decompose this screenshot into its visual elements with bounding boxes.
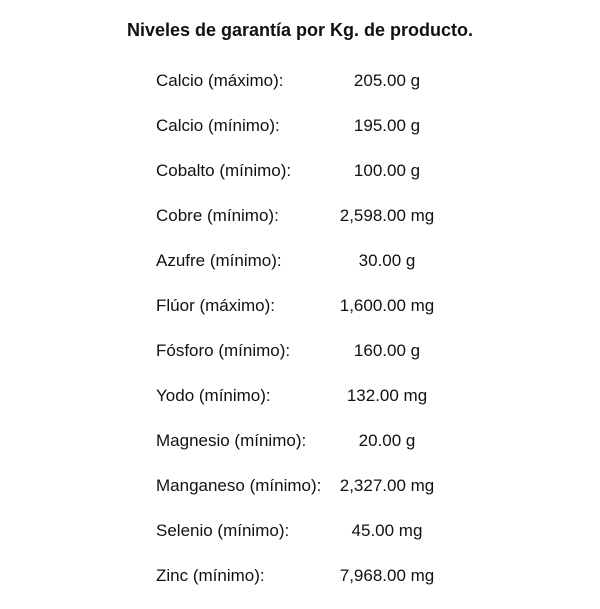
nutrient-label: Calcio (mínimo):	[156, 116, 280, 135]
nutrient-value: 30.00 g	[358, 251, 416, 270]
list-item	[0, 159, 600, 204]
list-item	[0, 564, 600, 609]
nutrient-label: Zinc (mínimo):	[156, 566, 265, 585]
list-item	[0, 429, 600, 474]
list-item	[0, 69, 600, 114]
list-item	[0, 114, 600, 159]
nutrient-label: Flúor (máximo):	[156, 296, 276, 315]
nutrient-value: 2,598.00 mg	[339, 206, 435, 225]
nutrient-label: Cobre (mínimo):	[156, 206, 279, 225]
nutrient-value: 205.00 g	[353, 71, 421, 90]
nutrient-value: 195.00 g	[353, 116, 421, 135]
nutrient-label: Azufre (mínimo):	[156, 251, 282, 270]
nutrient-label: Yodo (mínimo):	[156, 386, 271, 405]
nutrient-label: Magnesio (mínimo):	[156, 431, 307, 450]
list-item	[0, 339, 600, 384]
nutrient-value: 160.00 g	[353, 341, 421, 360]
nutrient-label: Calcio (máximo):	[156, 71, 284, 90]
nutrient-value: 20.00 g	[358, 431, 416, 450]
list-item	[0, 294, 600, 339]
nutrient-value: 7,968.00 mg	[339, 566, 435, 585]
nutrient-label: Manganeso (mínimo):	[156, 476, 322, 495]
page-title: Niveles de garantía por Kg. de producto.	[126, 20, 474, 40]
nutrient-value: 100.00 g	[353, 161, 421, 180]
list-item	[0, 519, 600, 564]
nutrient-value: 1,600.00 mg	[339, 296, 435, 315]
guarantee-levels-list	[0, 69, 600, 609]
nutrient-label: Selenio (mínimo):	[156, 521, 290, 540]
list-item	[0, 204, 600, 249]
nutrient-value: 132.00 mg	[346, 386, 428, 405]
nutrient-label: Cobalto (mínimo):	[156, 161, 292, 180]
nutrient-value: 2,327.00 mg	[339, 476, 435, 495]
nutrient-label: Fósforo (mínimo):	[156, 341, 291, 360]
list-item	[0, 249, 600, 294]
list-item	[0, 384, 600, 429]
list-item	[0, 474, 600, 519]
nutrient-value: 45.00 mg	[351, 521, 423, 540]
